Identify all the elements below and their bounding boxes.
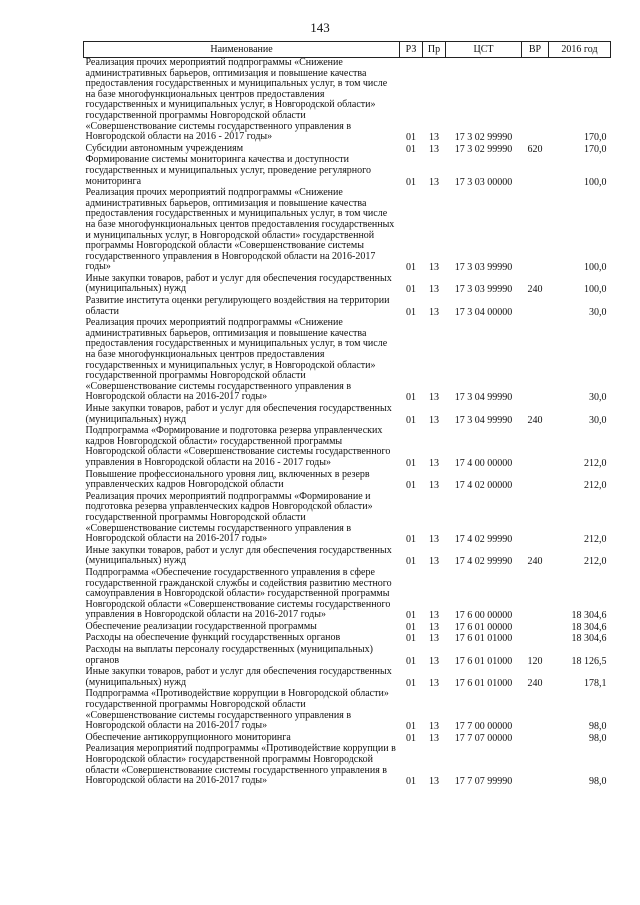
row-pr: 13 bbox=[429, 556, 439, 568]
table-row bbox=[84, 404, 611, 426]
row-rz: 01 bbox=[406, 457, 416, 469]
row-pr: 13 bbox=[429, 721, 439, 733]
row-pr: 13 bbox=[429, 776, 439, 788]
row-vr bbox=[522, 689, 549, 732]
row-value: 212,0 bbox=[584, 556, 607, 568]
row-cst: 17 4 02 00000 bbox=[454, 480, 513, 492]
row-cst: 17 4 02 99990 bbox=[454, 534, 513, 546]
row-name: Подпрограмма «Обеспечение государственного управления в сфере государственной гражданской службы и содействия развитию местного самоуправления в Новгородской области» государственной программы Новгородской области «Совершенствование системы государственного управления в Новгородской области на 2016-2017 годы» bbox=[85, 566, 392, 621]
row-rz: 01 bbox=[406, 392, 416, 404]
row-pr: 13 bbox=[429, 480, 439, 492]
row-rz: 01 bbox=[406, 414, 416, 426]
row-cst: 17 3 04 99990 bbox=[454, 392, 513, 404]
row-cst: 17 7 07 00000 bbox=[454, 732, 513, 744]
row-value: 212,0 bbox=[584, 480, 607, 492]
row-vr: 240 bbox=[527, 414, 543, 426]
row-vr bbox=[522, 622, 549, 634]
row-cst: 17 7 00 00000 bbox=[454, 721, 513, 733]
row-name: Обеспечение реализации государственной программы bbox=[85, 620, 317, 632]
row-vr: 620 bbox=[527, 143, 543, 155]
row-pr: 13 bbox=[429, 633, 439, 645]
row-rz: 01 bbox=[406, 143, 416, 155]
row-vr bbox=[522, 733, 549, 745]
row-vr: 240 bbox=[527, 677, 543, 689]
row-value: 30,0 bbox=[589, 392, 607, 404]
row-value: 100,0 bbox=[584, 284, 607, 296]
row-name: Повышение профессионального уровня лиц, включенных в резерв управленческих кадров Новгородской области bbox=[85, 468, 370, 491]
row-name: Развитие института оценки регулирующего воздействия на территории области bbox=[85, 295, 390, 317]
table-row bbox=[84, 546, 611, 568]
row-value: 18 304,6 bbox=[571, 633, 607, 645]
row-value: 100,0 bbox=[584, 176, 607, 188]
row-name: Реализация прочих мероприятий подпрограммы «Снижение административных барьеров, оптимизация и повышение качества предоставления государственных и муниципальных услуг, в том числе на базе многофункциональных центов предоставления государственных и муниципальных услуг, в Новгородской области» государственной программы Новгородской области «Совершенствование системы государственного управления в Новгородской области на 2016-2017 годы» bbox=[85, 187, 395, 273]
row-pr: 13 bbox=[429, 655, 439, 667]
row-rz: 01 bbox=[406, 776, 416, 788]
row-rz: 01 bbox=[406, 176, 416, 188]
row-value: 18 304,6 bbox=[571, 621, 607, 633]
row-cst: 17 4 00 00000 bbox=[454, 457, 513, 469]
row-cst: 17 3 03 99990 bbox=[454, 284, 513, 296]
row-value: 98,0 bbox=[589, 732, 607, 744]
row-vr: 240 bbox=[527, 556, 543, 568]
table-row bbox=[84, 689, 611, 732]
row-value: 170,0 bbox=[584, 132, 607, 144]
row-pr: 13 bbox=[429, 392, 439, 404]
row-cst: 17 6 01 01000 bbox=[454, 633, 513, 645]
row-cst: 17 3 02 99990 bbox=[454, 132, 513, 144]
row-pr: 13 bbox=[429, 143, 439, 155]
row-pr: 13 bbox=[429, 284, 439, 296]
row-name: Подпрограмма «Противодействие коррупции в Новгородской области» государственной программы Новгородской области «Совершенствование системы государственного управления в Новгородской области на 2016-2017 годы» bbox=[85, 688, 389, 732]
row-cst: 17 4 02 99990 bbox=[454, 556, 513, 568]
row-value: 212,0 bbox=[584, 457, 607, 469]
row-rz: 01 bbox=[406, 306, 416, 318]
row-rz: 01 bbox=[406, 721, 416, 733]
row-name: Иные закупки товаров, работ и услуг для обеспечения государственных (муниципальных) нужд bbox=[85, 272, 392, 295]
row-rz: 01 bbox=[406, 284, 416, 296]
row-cst: 17 3 03 99990 bbox=[454, 262, 513, 274]
row-pr: 13 bbox=[429, 176, 439, 188]
row-pr: 13 bbox=[429, 677, 439, 689]
table-row bbox=[84, 667, 611, 689]
row-name: Расходы на обеспечение функций государственных органов bbox=[85, 632, 341, 644]
row-name: Формирование системы мониторинга качества и доступности государственных и муниципальных услуг, проведение регулярного мониторинга bbox=[85, 154, 372, 187]
row-pr: 13 bbox=[429, 414, 439, 426]
row-value: 212,0 bbox=[584, 534, 607, 546]
row-rz: 01 bbox=[406, 534, 416, 546]
row-vr bbox=[522, 58, 549, 144]
row-name: Реализация прочих мероприятий подпрограммы «Снижение административных барьеров, оптимизация и повышение качества предоставления государственных и муниципальных услуг, в том числе на базе многофункциональных центров предоставления государственных и муниципальных услуг, в Новгородской области» государственной программы Новгородской области «Совершенствование системы государственного управления в Новгородской области на 2016 - 2017 годы» bbox=[85, 57, 388, 143]
row-cst: 17 6 01 01000 bbox=[454, 655, 513, 667]
table-header-row bbox=[84, 42, 611, 58]
row-value: 18 126,5 bbox=[571, 655, 607, 667]
page-number: 143 bbox=[310, 20, 330, 35]
row-name: Иные закупки товаров, работ и услуг для обеспечения государственных (муниципальных) нужд bbox=[85, 544, 392, 567]
row-name: Реализация прочих мероприятий подпрограммы «Снижение административных барьеров, оптимизация и повышение качества предоставления государственных и муниципальных услуг, в том числе на базе многофункциональных центров предоставления государственных и муниципальных услуг, в Новгородской области» государственной программы Новгородской области «Совершенствование системы государственного управления в Новгородской области на 2016-2017 годы» bbox=[85, 317, 388, 403]
row-vr bbox=[522, 426, 549, 469]
row-cst: 17 3 04 99990 bbox=[454, 414, 513, 426]
table-row bbox=[84, 426, 611, 469]
row-vr bbox=[522, 492, 549, 546]
table-row bbox=[84, 58, 611, 144]
table-row bbox=[84, 155, 611, 188]
row-name: Подпрограмма «Формирование и подготовка резерва управленческих кадров Новгородской области» государственной программы Новгородской области «Совершенствование системы государственного управления в Новгородской области на 2016 - 2017 годы» bbox=[85, 425, 391, 468]
row-pr: 13 bbox=[429, 610, 439, 622]
row-rz: 01 bbox=[406, 480, 416, 492]
row-cst: 17 6 01 00000 bbox=[454, 621, 513, 633]
header-year: 2016 год bbox=[549, 42, 611, 58]
row-cst: 17 3 03 00000 bbox=[454, 176, 513, 188]
row-name: Реализация прочих мероприятий подпрограммы «Формирование и подготовка резерва управленческих кадров Новгородской области» государственной программы Новгородской области «Совершенствование системы государственного управления в Новгородской области на 2016-2017 годы» bbox=[85, 490, 373, 545]
row-name: Иные закупки товаров, работ и услуг для обеспечения государственных (муниципальных) нужд bbox=[85, 666, 392, 688]
row-rz: 01 bbox=[406, 556, 416, 568]
row-pr: 13 bbox=[429, 732, 439, 744]
row-rz: 01 bbox=[406, 732, 416, 744]
row-vr bbox=[522, 568, 549, 622]
row-cst: 17 6 01 01000 bbox=[454, 677, 513, 689]
row-rz: 01 bbox=[406, 621, 416, 633]
row-value: 98,0 bbox=[589, 776, 607, 788]
row-vr bbox=[522, 744, 549, 787]
row-rz: 01 bbox=[406, 132, 416, 144]
row-name: Расходы на выплаты персоналу государственных (муниципальных) органов bbox=[85, 644, 373, 666]
row-cst: 17 7 07 99990 bbox=[454, 776, 513, 788]
row-value: 98,0 bbox=[589, 721, 607, 733]
row-cst: 17 3 02 99990 bbox=[454, 143, 513, 155]
row-pr: 13 bbox=[429, 262, 439, 274]
header-cst: ЦСТ bbox=[446, 42, 522, 58]
row-rz: 01 bbox=[406, 262, 416, 274]
row-vr bbox=[522, 470, 549, 492]
row-vr bbox=[522, 318, 549, 404]
row-vr bbox=[522, 188, 549, 274]
row-name: Субсидии автономным учреждениям bbox=[85, 142, 244, 154]
row-vr bbox=[522, 633, 549, 645]
table-row bbox=[84, 492, 611, 546]
row-vr bbox=[522, 155, 549, 188]
row-pr: 13 bbox=[429, 534, 439, 546]
table-row bbox=[84, 274, 611, 296]
row-pr: 13 bbox=[429, 132, 439, 144]
row-value: 170,0 bbox=[584, 143, 607, 155]
row-rz: 01 bbox=[406, 610, 416, 622]
row-value: 30,0 bbox=[589, 306, 607, 318]
row-cst: 17 3 04 00000 bbox=[454, 306, 513, 318]
header-pr: Пр bbox=[423, 42, 446, 58]
row-rz: 01 bbox=[406, 655, 416, 667]
row-cst: 17 6 00 00000 bbox=[454, 610, 513, 622]
row-name: Иные закупки товаров, работ и услуг для обеспечения государственных (муниципальных) нужд bbox=[85, 403, 392, 425]
header-vr: ВР bbox=[522, 42, 549, 58]
budget-table bbox=[83, 41, 611, 788]
table-row bbox=[84, 188, 611, 274]
row-name: Реализация мероприятий подпрограммы «Противодействие коррупции в Новгородской области» государственной программы Новгородской области «Совершенствование системы государственного управления в Новгородской области на 2016-2017 годы» bbox=[85, 743, 396, 787]
row-vr bbox=[522, 296, 549, 318]
row-vr: 120 bbox=[527, 655, 543, 667]
row-value: 18 304,6 bbox=[571, 610, 607, 622]
row-value: 178,1 bbox=[584, 677, 607, 689]
table-row bbox=[84, 645, 611, 667]
header-rz: РЗ bbox=[400, 42, 423, 58]
table-row bbox=[84, 744, 611, 787]
row-rz: 01 bbox=[406, 633, 416, 645]
row-name: Обеспечение антикоррупционного мониторинга bbox=[85, 731, 291, 743]
header-name: Наименование bbox=[84, 42, 400, 58]
row-value: 30,0 bbox=[589, 414, 607, 426]
row-vr: 240 bbox=[527, 284, 543, 296]
row-pr: 13 bbox=[429, 621, 439, 633]
row-pr: 13 bbox=[429, 457, 439, 469]
row-value: 100,0 bbox=[584, 262, 607, 274]
table-row bbox=[84, 318, 611, 404]
table-row bbox=[84, 568, 611, 622]
row-pr: 13 bbox=[429, 306, 439, 318]
table-row bbox=[84, 296, 611, 318]
table-row bbox=[84, 470, 611, 492]
row-rz: 01 bbox=[406, 677, 416, 689]
